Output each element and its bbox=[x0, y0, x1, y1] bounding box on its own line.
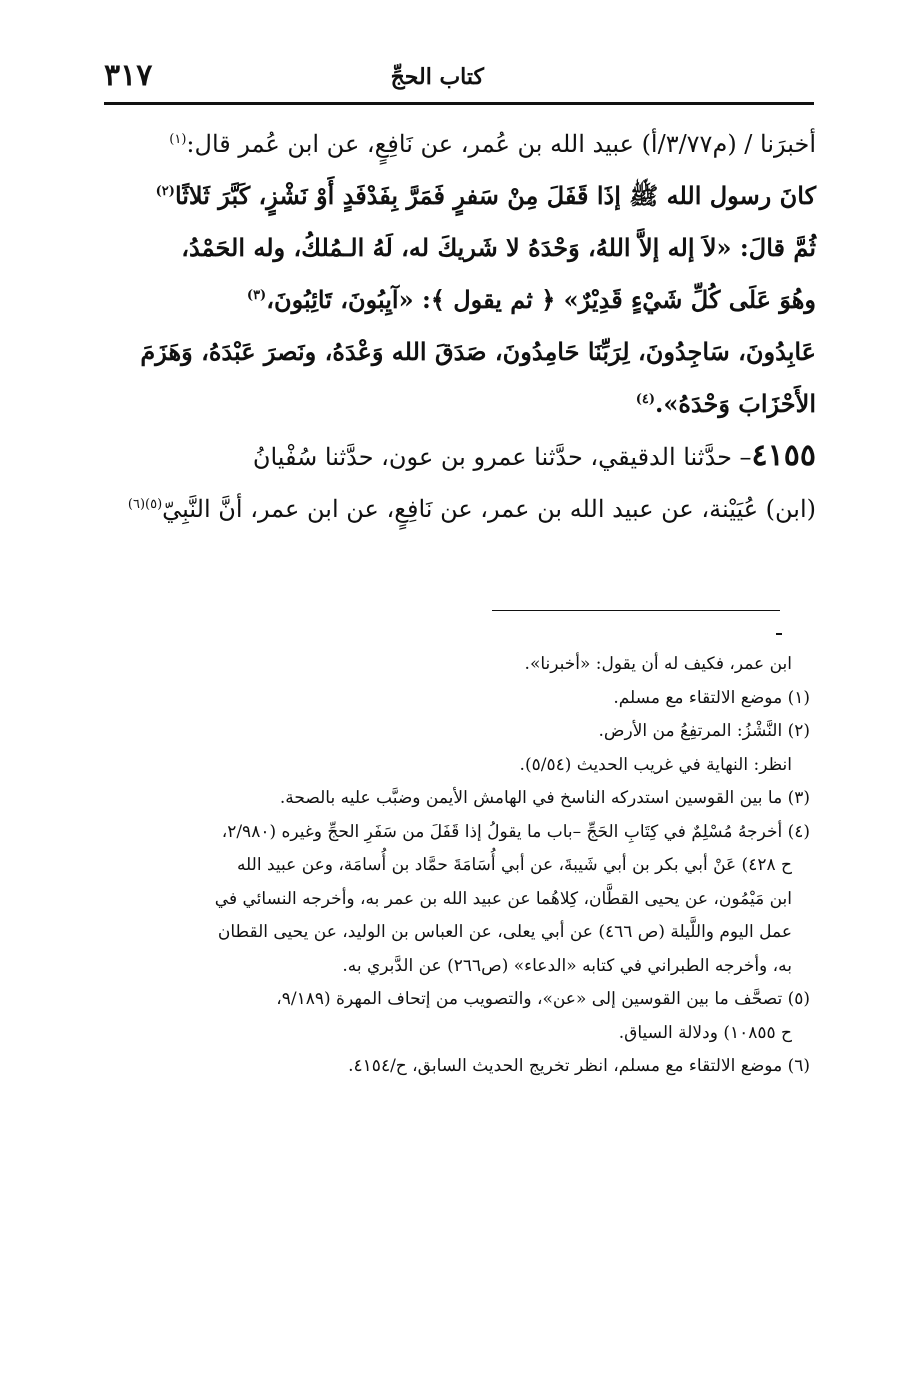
book-title: كتاب الحجِّ bbox=[390, 64, 484, 90]
footnote-ref[interactable]: (٤) bbox=[635, 392, 655, 407]
hadith-number: ٤١٥٥ bbox=[751, 438, 816, 473]
footnote-3: (٣) ما بين القوسين استدركه الناسخ في الهامش الأيمن وضبَّب عليه بالصحة. bbox=[279, 788, 810, 808]
footnote-separator bbox=[492, 610, 780, 611]
footnote-2-cont: انظر: النهاية في غريب الحديث (٥/٥٤). bbox=[519, 754, 792, 775]
hadith-line: ٤١٥٥– حدَّثنا الدقيقي، حدَّثنا عمرو بن عون، حدَّثنا سُفْيانُ bbox=[252, 438, 816, 473]
page-header bbox=[104, 58, 814, 105]
footnote-carry: ابن عمر، فكيف له أن يقول: «أخبرنا». bbox=[524, 654, 792, 674]
footnote-6: (٦) موضع الالتقاء مع مسلم، انظر تخريج الحديث السابق، ح/٤١٥٤. bbox=[348, 1056, 810, 1076]
text-line: أخبرَنا / (م٣/٧٧/أ) عبيد الله بن عُمر، عن نَافِعٍ، عن ابن عُمر قال:$^{(١)}$ bbox=[169, 130, 816, 158]
footnote-ref[interactable]: (٥) bbox=[145, 497, 163, 512]
text-line: الأَحْزَابَ وَحْدَهُ».$^{(٤)}$ bbox=[635, 389, 816, 418]
footnote-4-cont: ابن مَيْمُون، عن يحيى القطَّان، كِلاهُما عن عبيد الله بن عمر به، وأخرجه النسائي في bbox=[214, 888, 792, 909]
footnote-4-cont: به، وأخرجه الطبراني في كتابه «الدعاء» (ص٢٦٦) عن الدَّبري به. bbox=[342, 955, 792, 976]
footnote-1: (١) موضع الالتقاء مع مسلم. bbox=[613, 687, 810, 708]
text-line: ثُمَّ قالَ: «لاَ إله إلاَّ اللهُ، وَحْدَهُ لا شَريكَ له، لَهُ الـمُلكُ، وله الحَمْدُ، bbox=[181, 233, 816, 262]
text-line: (ابن) عُيَيْنة، عن عبيد الله بن عمر، عن نَافِعٍ، عن ابن عمر، أنَّ النَّبِيّ$^{(٥)(٦)}$ bbox=[127, 495, 816, 523]
page-number: ٣١٧ bbox=[104, 58, 153, 93]
footnote-5-cont: ح ١٠٨٥٥) ودلالة السياق. bbox=[618, 1022, 792, 1043]
separator-mark bbox=[776, 633, 782, 635]
text-line: وهُوَ عَلَى كُلِّ شَيْءٍ قَدِيْرٌ» ﴿ ثم يقول ﴾: «آيِبُونَ، تَائِبُونَ،$^{(٣)}$ bbox=[246, 285, 816, 314]
footnote-ref[interactable]: (٣) bbox=[246, 288, 267, 303]
text-line: كانَ رسول الله ﷺ إذَا قَفَلَ مِنْ سَفرٍ فَمَرَّ بِفَدْفَدٍ أَوْ نَشْزٍ، كَبَّرَ ثَلاثًا$^{(٢)}$ bbox=[155, 181, 816, 210]
footnote-ref[interactable]: (٢) bbox=[155, 184, 175, 199]
text-line: عَابِدُونَ، سَاجِدُونَ، لِرَبِّنَا حَامِدُونَ، صَدَقَ الله وَعْدَهُ، ونَصرَ عَبْدَهُ، وَهَزَمَ bbox=[140, 337, 816, 366]
footnote-5: (٥) تصحَّف ما بين القوسين إلى «عن»، والتصويب من إتحاف المهرة (٩/١٨٩، bbox=[276, 989, 810, 1009]
footnote-ref[interactable]: (١) bbox=[169, 132, 187, 147]
footnote-4: (٤) أخرجهُ مُسْلِمٌ في كِتَابِ الحَجِّ –باب ما يقولُ إذا قَفَلَ من سَفَرِ الحجِّ وغيره (٢/٩٨٠، bbox=[221, 821, 810, 842]
main-text bbox=[102, 118, 816, 535]
footnote-2: (٢) النَّشْزُ: المرتفِعُ من الأرض. bbox=[598, 721, 810, 741]
footnotes bbox=[120, 648, 810, 1084]
footnote-4-cont: ح ٤٢٨) عَنْ أبي بكر بن أبي شَيبةَ، عن أبي أُسَامَةَ حمَّاد بن أُسامَة، وعن عبيد الله bbox=[236, 855, 792, 875]
footnote-4-cont: عمل اليوم واللَّيلة (ص ٤٦٦) عن أبي يعلى، عن العباس بن الوليد، عن يحيى القطان bbox=[217, 922, 792, 942]
footnote-ref[interactable]: (٦) bbox=[127, 497, 146, 512]
